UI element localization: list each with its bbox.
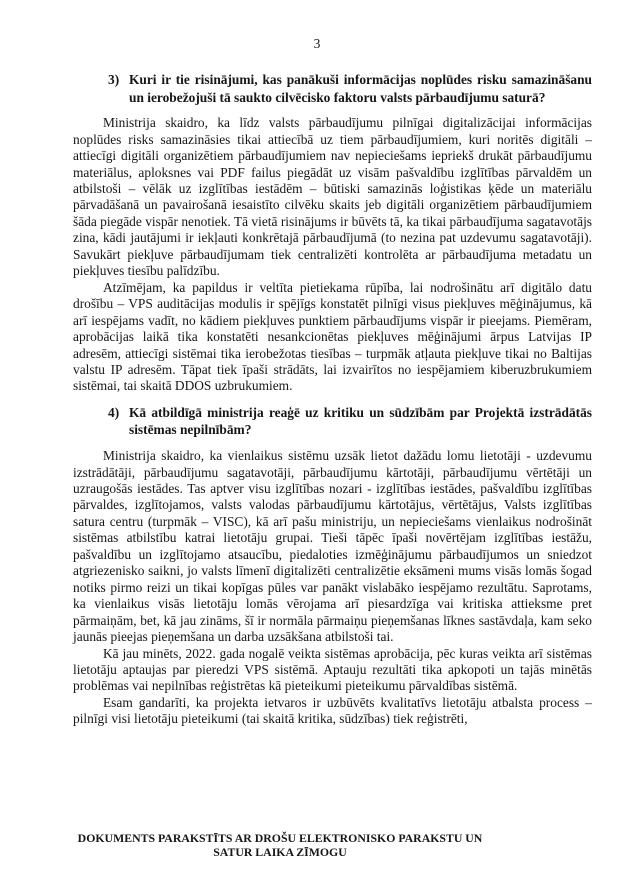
paragraph: Kā jau minēts, 2022. gada nogalē veikta sistēmas aprobācija, pēc kuras veikta arī sistēmas lietotāju aptaujas par pieredzi VPS sistēmā. Aptauju rezultāti tika apkopoti un tajās minētās problēmas vai nepilnības reģistrētas kā pieteikumi pieteikumu pārvaldības sistēmā. — [73, 645, 592, 694]
question-marker: 3) — [108, 72, 120, 87]
paragraph: Esam gandarīti, ka projekta ietvaros ir uzbūvēts kvalitatīvs lietotāju atbalsta process – pilnīgi visi lietotāju pieteikumi (tai skaitā kritika, sūdzības) tiek reģistrēti, — [73, 694, 592, 727]
paragraph: Atzīmējam, ka papildus ir veltīta pietiekama rūpība, lai nodrošinātu arī digitālo datu drošību – VPS auditācijas modulis ir spējīgs konstatēt pilnīgi visus piekļuves mēģinājumus, kā arī iespējams vadīt, no kādiem piekļuves punktiem pārbaudījums vispār ir pieejams. Piemēram, aprobācijas laikā tika konstatēti nesankcionētas piekļuves mēģinājumi ārpus Latvijas IP adresēm, attiecīgi sistēmai tika ierobežotas tiesības – turpmāk atļauta piekļuve tikai no Baltijas valstu IP adresēm. Tāpat tiek īpaši strādāts, lai izvairītos no iespējamiem kiberuzbrukumiem sistēmai, tai skaitā DDOS uzbrukumiem. — [73, 279, 592, 394]
paragraph: Ministrija skaidro, ka līdz valsts pārbaudījumu pilnīgai digitalizācijai informācijas noplūdes risks samazināsies tikai attiecībā uz tiem pārbaudījumiem, kuri noritēs digitāli – attiecīgi digitāli organizētiem pārbaudījumiem nav nepieciešams iepriekš drukāt pārbaudījumu materiālus, aploksnes vai PDF failus piegādāt uz visām pašvaldību izglītības pārvaldēm un atbilstoši – vēlāk uz izglītības iestādēm – būtiski samazinās loģistikas ķēde un materiālu pārvadāšanā un pavairošanā iesaistīto cilvēku skaits jeb digitāli organizētiem pārbaudījumiem šāda piegāde vispār nenotiek. Tā vietā risinājums ir būvēts tā, ka tikai pārbaudījuma sagatavotājs zina, kādi jautājumi ir iekļauti konkrētajā pārbaudījumā (to nezina pat uzdevumu sagatavotāji). Savukārt piekļuve pārbaudījumam tiek centralizēti kontrolēta ar pārbaudījuma metadatu un piekļuves tiesību palīdzību. — [73, 115, 592, 279]
page-number: 3 — [313, 36, 321, 51]
question-marker: 4) — [108, 404, 120, 420]
paragraph: Ministrija skaidro, ka vienlaikus sistēmu uzsāk lietot dažādu lomu lietotāji - uzdevumu izstrādātāji, pārbaudījumu sagatavotāji, pārbaudījumu kārtotāji, pārbaudījumu vērtētāji un uzraugošās iestādes. Tas aptver visu izglītības nozari - izglītības iestādes, pašvaldību izglītības pārvaldes, izglītojamos, valsts valodas pārbaudījumu kārtotājus, vērtētājus, Valsts izglītības satura centru (turpmāk – VISC), kā arī pašu ministriju, un nepieciešams vienlaikus nodrošināt sistēmas atbilstību katrai lietotāju grupai. Tieši tāpēc īpaši novērtējam izglītības iestāžu, pašvaldību un izglītojamo atsaucību, piedaloties izmēģinājumu pārbaudījumos un sniedzot atgriezenisko saikni, jo valsts līmenī digitalizēti centralizētie eksāmeni mums visās lomās šogad notiks pirmo reizi un tikai kopīgas pūles var panākt vislabāko iespējamo rezultātu. Saprotams, ka vienlaikus visās lietotāju lomās vērojama arī piesardzīga vai kritiska attieksme pret pārmaiņām, bet, kā jau zināms, šī ir normāla pārmaiņu pieņemšanas līknes sastāvdaļa, kam seko jaunās pieejas pieņemšana un darba uzsākšana atbilstoši tai. — [73, 448, 592, 645]
signature-footer-line2: SATUR LAIKA ZĪMOGU — [213, 845, 347, 860]
signature-footer — [66, 831, 494, 860]
question-heading-4 — [108, 404, 592, 439]
question-heading-3 — [108, 71, 592, 106]
signature-footer-line1: DOKUMENTS PARAKSTĪTS AR DROŠU ELEKTRONISKO PARAKSTU UN — [77, 831, 483, 845]
question-title: Kuri ir tie risinājumi, kas panākuši informācijas noplūdes risku samazināšanu un ierobežojuši tā saukto cilvēcisko faktoru valsts pārbaudījumu saturā? — [129, 72, 592, 105]
document-body — [73, 62, 592, 728]
question-title: Kā atbildīgā ministrija reaģē uz kritiku un sūdzībām par Projektā izstrādātās sistēmas nepilnībām? — [129, 404, 592, 438]
